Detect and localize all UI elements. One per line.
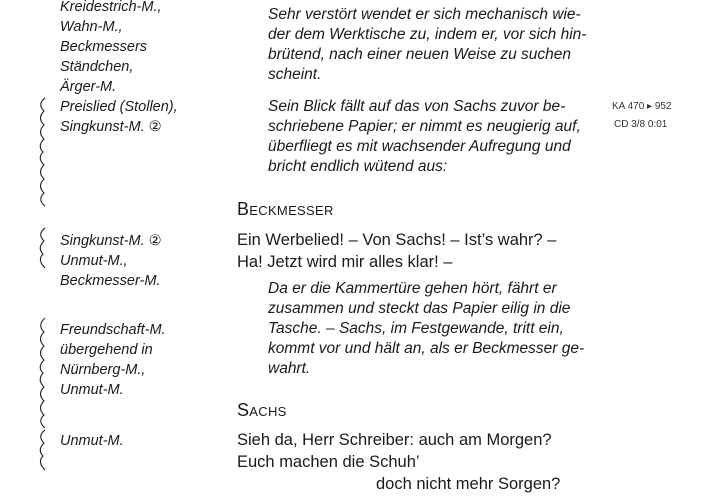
motif-line: Preislied (Stollen),: [60, 99, 178, 115]
verse-beckmesser: [237, 229, 557, 273]
motif-line: übergehend in: [60, 342, 153, 358]
motif-line: Unmut-M.: [60, 382, 124, 398]
speaker-sachs: Sachs: [237, 400, 287, 420]
motif-group-3: [60, 320, 230, 400]
motif-group-2: [60, 231, 230, 291]
margin-brace-4: [34, 430, 50, 470]
margin-brace-1: [34, 98, 50, 206]
margin-brace-2: [34, 228, 50, 268]
stage-line: Sein Blick fällt auf das von Sachs zuvor be-: [268, 98, 566, 115]
stage-direction-1: [268, 5, 628, 85]
verse-line: doch nicht mehr Sorgen?: [376, 475, 561, 493]
verse-sachs: [237, 429, 560, 495]
speaker-beckmesser: Beckmesser: [237, 199, 334, 219]
motif-line: Unmut-M.,: [60, 253, 128, 269]
motif-group-4: [60, 431, 230, 451]
margin-brace-3: [34, 318, 50, 428]
motif-line: Singkunst-M. ②: [60, 233, 162, 249]
stage-line: wahrt.: [268, 360, 311, 377]
ka-reference: KA 470 ▸ 952: [612, 101, 672, 112]
verse-line: Ein Werbelied! – Von Sachs! – Ist’s wahr? –: [237, 231, 557, 249]
motif-line: Freundschaft-M.: [60, 322, 166, 338]
motif-line: Beckmesser-M.: [60, 273, 161, 289]
stage-line: zusammen und steckt das Papier eilig in die: [268, 300, 571, 317]
motif-line: Ärger-M.: [60, 79, 117, 95]
motif-line: Kreidestrich-M.,: [60, 0, 162, 15]
motif-line: Ständchen,: [60, 59, 134, 75]
verse-line: Euch machen die Schuh’: [237, 453, 420, 471]
verse-line: Sieh da, Herr Schreiber: auch am Morgen?: [237, 431, 552, 449]
stage-line: kommt vor und hält an, als er Beckmesser ge-: [268, 340, 585, 357]
stage-line: schriebene Papier; er nimmt es neugierig auf,: [268, 118, 581, 135]
stage-direction-3: [268, 279, 628, 379]
stage-line: Sehr verstört wendet er sich mechanisch wie-: [268, 6, 581, 23]
stage-direction-2: [268, 97, 628, 177]
motif-group-1: [60, 0, 230, 137]
stage-line: der dem Werktische zu, indem er, vor sich hin-: [268, 26, 587, 43]
motif-line: Unmut-M.: [60, 433, 124, 449]
motif-line: Beckmessers: [60, 39, 148, 55]
motif-line: Wahn-M.,: [60, 19, 123, 35]
stage-line: brütend, nach einer neuen Weise zu suchen: [268, 46, 572, 63]
stage-line: überfliegt es mit wachsender Aufregung und: [268, 138, 571, 155]
stage-line: scheint.: [268, 66, 322, 83]
stage-line: bricht endlich wütend aus:: [268, 158, 448, 175]
verse-line: Ha! Jetzt wird mir alles klar! –: [237, 253, 453, 271]
motif-line: Singkunst-M. ②: [60, 119, 162, 135]
cd-reference: CD 3/8 0:01: [614, 119, 668, 130]
stage-line: Da er die Kammertüre gehen hört, fährt er: [268, 280, 557, 297]
motif-line: Nürnberg-M.,: [60, 362, 146, 378]
stage-line: Tasche. – Sachs, im Festgewande, tritt ein,: [268, 320, 564, 337]
